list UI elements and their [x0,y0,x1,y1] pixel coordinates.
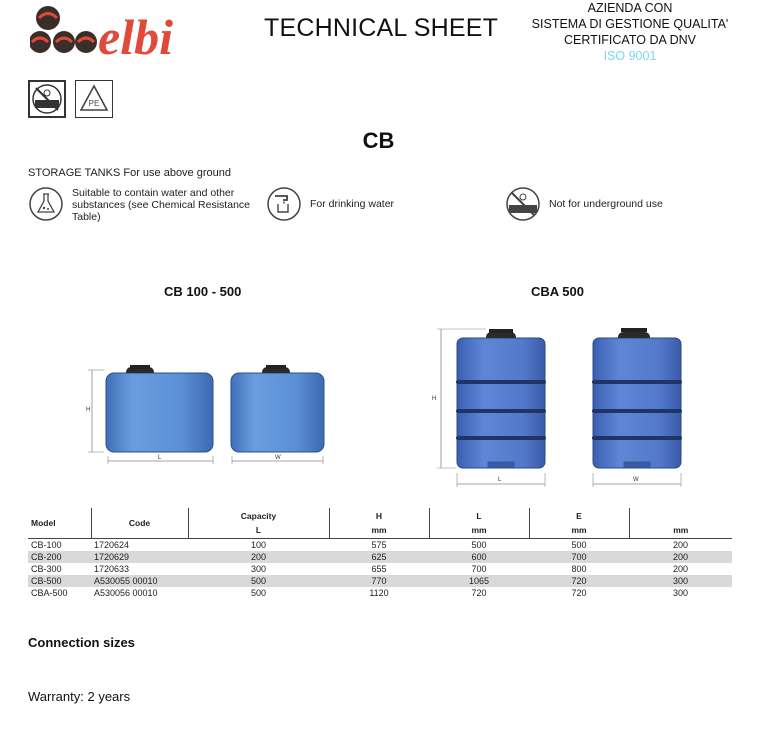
cba-front-view [432,329,546,487]
cell-code: 1720633 [94,563,130,574]
col-e [529,508,629,538]
dim-label-w-cba: W [633,477,639,483]
col-capacity-unit: L [255,524,262,535]
cell-h: 575 [371,539,387,550]
col-last-unit: mm [673,524,689,535]
cert-line-1: AZIENDA CON [587,1,673,15]
feature-drinking-text: For drinking water [310,198,395,210]
cell-model: CB-500 [28,575,91,587]
cell-l: 1065 [429,575,529,587]
cell-capacity: 500 [188,575,329,587]
cell-l: 700 [471,563,487,574]
drawing-title-cba: CBA 500 [531,284,584,299]
table-row [28,563,732,575]
cell-h: 770 [329,575,429,587]
col-l-label: L [476,510,482,521]
cell-last: 300 [629,575,732,587]
table-row [28,587,732,599]
spec-table [28,508,732,599]
cell-code: 1720629 [91,551,188,563]
cell-e: 800 [571,563,587,574]
cell-e: 500 [571,539,587,550]
cell-last: 200 [672,539,689,550]
dim-label-l: L [158,455,162,461]
col-model [28,508,91,538]
cell-capacity: 500 [250,587,267,598]
cell-code: 1720624 [94,539,130,550]
cell-model: CB-200 [28,551,91,563]
cell-l: 500 [471,539,487,550]
col-model-label: Model [31,517,56,528]
dim-label-w: W [275,455,281,461]
col-h-label: H [375,510,383,521]
cell-e: 720 [529,575,629,587]
col-code [91,508,188,538]
recycle-pe-label: PE [88,99,100,108]
cell-capacity: 300 [250,563,267,574]
cell-capacity: 100 [250,539,267,550]
cell-e: 720 [571,587,587,598]
cell-h: 1120 [369,587,389,598]
warranty-text: Warranty: 2 years [28,689,131,704]
cell-e: 700 [529,551,629,563]
cell-l: 600 [429,551,529,563]
col-h [329,508,429,538]
cell-code: A530055 00010 [91,575,188,587]
cell-last: 200 [672,563,689,574]
col-capacity-label: Capacity [240,510,277,521]
table-row [28,575,732,587]
cb-front-view [86,365,213,464]
product-description: STORAGE TANKS For use above ground [28,167,231,179]
col-l [429,508,529,538]
cb-side-view [231,365,324,464]
col-e-unit: mm [571,524,587,535]
col-l-unit: mm [471,524,487,535]
feature-not-underground-text: Not for underground use [549,198,663,210]
cell-model: CB-300 [31,563,62,574]
drawing-title-cb: CB 100 - 500 [164,284,242,299]
cell-capacity: 200 [188,551,329,563]
model-name: CB [362,128,395,153]
col-code-label: Code [128,517,151,528]
cell-model: CB-100 [31,539,62,550]
cell-last: 300 [672,587,689,598]
connection-sizes-heading: Connection sizes [28,635,135,650]
table-row [28,551,732,563]
cell-h: 625 [329,551,429,563]
page-title: TECHNICAL SHEET [264,14,499,42]
cell-code: A530056 00010 [94,587,158,598]
table-row [28,538,732,551]
cert-line-2: SISTEMA DI GESTIONE QUALITA' [531,17,729,31]
col-capacity [188,508,329,538]
col-last [629,508,732,538]
logo-brand-text: elbi [98,9,173,64]
dim-label-h: H [86,407,91,413]
cba-side-view [592,328,682,487]
cell-model: CBA-500 [31,587,68,598]
dim-label-h-cba: H [432,396,437,402]
col-h-unit: mm [371,524,387,535]
iso-label: ISO 9001 [603,49,657,63]
cell-l: 720 [471,587,487,598]
table-header-row [28,508,732,538]
col-e-label: E [576,510,582,521]
cell-h: 655 [371,563,387,574]
cert-line-3: CERTIFICATO DA DNV [564,33,696,47]
feature-chemical-text: Suitable to contain water and other substances (see Chemical Resistance Table) [72,187,250,223]
dim-label-l-cba: L [498,477,502,483]
cell-last: 200 [629,551,732,563]
